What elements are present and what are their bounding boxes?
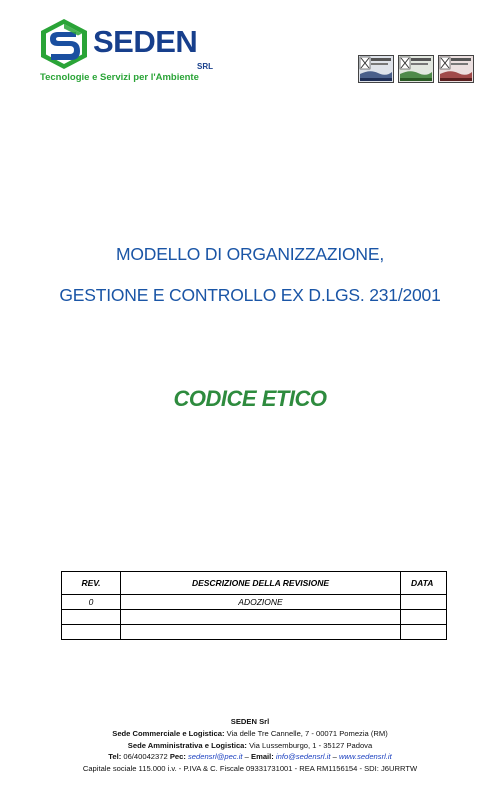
footer-commercial-address: Via delle Tre Cannelle, 7 - 00071 Pomezia (RM) (226, 728, 388, 738)
date-cell (401, 610, 447, 625)
footer-commercial-label: Sede Commerciale e Logistica: (112, 728, 225, 738)
description-cell: ADOZIONE (121, 595, 401, 610)
revision-table-header (62, 572, 447, 595)
footer-company: SEDEN Srl (230, 717, 270, 726)
company-logo (38, 18, 213, 86)
certificate-badge-icon (438, 55, 474, 83)
footer-email-link[interactable]: info@sedensrl.it (275, 752, 331, 762)
description-cell (121, 625, 401, 640)
certification-badges (358, 55, 475, 83)
seden-logo-icon (38, 18, 90, 70)
footer-admin-address: Via Lussemburgo, 1 - 35127 Padova (249, 740, 373, 750)
footer-website-link[interactable]: www.sedensrl.it (338, 752, 392, 762)
document-title-line-1: MODELLO DI ORGANIZZAZIONE, (115, 244, 385, 264)
rev-cell: 0 (62, 595, 121, 610)
table-row (62, 610, 447, 625)
rev-cell (62, 625, 121, 640)
company-suffix: SRL (197, 62, 213, 71)
company-tagline: Tecnologie e Servizi per l'Ambiente (40, 72, 199, 83)
footer-pec-link[interactable]: sedensrl@pec.it (187, 752, 243, 762)
revision-table (61, 571, 447, 640)
footer-tel: 06/40042372 (123, 752, 168, 762)
certificate-badge-icon (398, 55, 434, 83)
company-footer: SEDEN Srl Sede Commerciale e Logistica: Via delle Tre Cannelle, 7 - 00071 Pomezia (RM) Sede Amministrativa e Logistica: Via Lussemburgo, 1 - 35127 Padova Tel: 06/40042372 Pec: sedensrl@pec.it – Email: info@sedensrl.it – www.sedensrl.it Capitale sociale 115.000 i.v. - P.IVA & C. Fiscale 09331731001 - REA RM1156154 - SDI: J6URRTW (0, 716, 500, 775)
company-name: SEDEN (93, 24, 198, 59)
date-cell (401, 625, 447, 640)
rev-header: REV. (62, 572, 121, 595)
footer-tel-label: Tel: (108, 752, 122, 762)
document-subtitle: CODICE ETICO (173, 386, 327, 411)
table-row (62, 625, 447, 640)
table-row (62, 595, 447, 610)
footer-admin-label: Sede Amministrativa e Logistica: (127, 740, 247, 750)
rev-cell (62, 610, 121, 625)
footer-email-label: Email: (251, 752, 274, 762)
description-cell (121, 610, 401, 625)
footer-legal: Capitale sociale 115.000 i.v. - P.IVA & C. Fiscale 09331731001 - REA RM1156154 - SDI: J6URRTW (82, 764, 418, 774)
date-header: DATA (401, 572, 447, 595)
certificate-badge-icon (358, 55, 394, 83)
footer-pec-label: Pec: (169, 752, 186, 762)
document-title-line-2: GESTIONE E CONTROLLO EX D.LGS. 231/2001 (59, 285, 441, 305)
date-cell (401, 595, 447, 610)
description-header: DESCRIZIONE DELLA REVISIONE (121, 572, 401, 595)
